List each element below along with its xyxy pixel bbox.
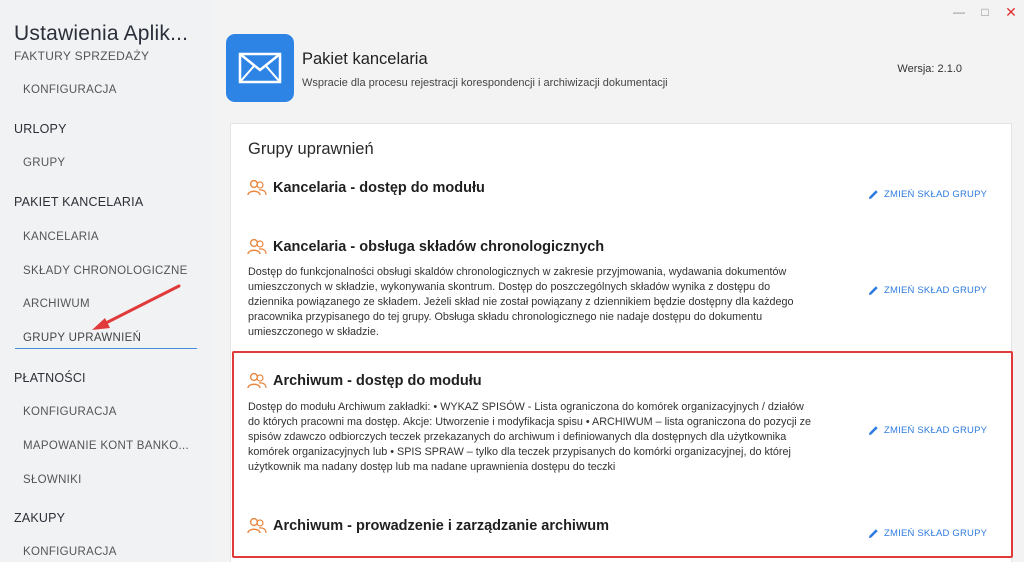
users-icon: [247, 179, 267, 197]
users-icon: [247, 372, 267, 390]
envelope-icon: [226, 34, 294, 102]
sidebar-item-kancelaria[interactable]: KANCELARIA: [23, 231, 99, 243]
sidebar-section-zakupy[interactable]: ZAKUPY: [14, 511, 66, 525]
sidebar-item-slowniki[interactable]: SŁOWNIKI: [23, 474, 82, 486]
group-title-text: Kancelaria - obsługa składów chronologicznych: [273, 239, 605, 255]
pencil-icon: [868, 425, 879, 436]
sidebar-item-sklady-chronologiczne[interactable]: SKŁADY CHRONOLOGICZNE: [23, 265, 188, 277]
maximize-button[interactable]: □: [981, 5, 989, 19]
pencil-icon: [868, 285, 879, 296]
change-group-label: ZMIEŃ SKŁAD GRUPY: [884, 285, 988, 296]
sidebar-item-konfiguracja-faktury[interactable]: KONFIGURACJA: [23, 84, 117, 96]
pencil-icon: [868, 189, 879, 200]
version-label: Wersja: 2.1.0: [897, 63, 962, 75]
active-item-underline: [15, 348, 197, 349]
change-group-button[interactable]: [868, 189, 987, 200]
sidebar: [0, 0, 214, 562]
change-group-label: ZMIEŃ SKŁAD GRUPY: [884, 528, 988, 539]
module-subtitle: Wspracie dla procesu rejestracji korespondencji i archiwizacji dokumentacji: [302, 77, 668, 89]
sidebar-section-pakiet-kancelaria[interactable]: PAKIET KANCELARIA: [14, 195, 144, 209]
change-group-button[interactable]: [868, 425, 987, 436]
change-group-button[interactable]: [868, 528, 987, 539]
group-description: Dostęp do funkcjonalności obsługi skaldów chronologicznych w zakresie przyjmowania, wydawania dokumentów umieszczonych w składzie, wykonywania skontrum. Dostęp do poszczególnych składów wynika z dostępu do dziennika powiązanego ze składem. Jeżeli skład nie został powiązany z dziennikiem będzie dostępny dla każdego pracownika przypisanego do tej grupy. Obsługa składu chronologicznego nie nadaje dostępu do dokumentu umieszczonego w składzie.: [248, 266, 794, 338]
pencil-icon: [868, 528, 879, 539]
module-header: [214, 0, 1024, 118]
window-controls: [946, 2, 1024, 22]
sidebar-section-faktury-sprzedazy[interactable]: FAKTURY SPRZEDAŻY: [14, 49, 150, 63]
change-group-button[interactable]: [868, 285, 987, 296]
annotation-arrow-icon: [86, 282, 186, 332]
group-title: [247, 179, 485, 197]
change-group-label: ZMIEŃ SKŁAD GRUPY: [884, 425, 988, 436]
group-title-text: Archiwum - dostęp do modułu: [273, 373, 482, 389]
groups-panel: [230, 123, 1012, 562]
sidebar-item-grupy-uprawnien[interactable]: GRUPY UPRAWNIEŃ: [23, 332, 142, 344]
group-title-text: Kancelaria - dostęp do modułu: [273, 180, 485, 196]
users-icon: [247, 517, 267, 535]
group-title: [247, 238, 604, 256]
sidebar-item-konfiguracja-platnosci[interactable]: KONFIGURACJA: [23, 406, 117, 418]
group-title: [247, 517, 609, 535]
users-icon: [247, 238, 267, 256]
group-description: Dostęp do modułu Archiwum zakładki: • WYKAZ SPISÓW - Lista ograniczona do komórek organizacyjnych / działów do których pracowni ma dostęp. Akcje: Utworzenie i modyfikacja spisu • ARCHIWUM – lista ograniczona do pozycji ze spisów zdawczo odbiorczych teczek przekazanych do archiwum i definiowanych dla dostępnych dla użytkownika komórek organizacyjnych lub • SPIS SPRAW – tylko dla teczek przypisanych do komórki organizacyjnej, do której użytkownik ma nadany dostęp lub ma nadane uprawnienia dostępu do teczki: [248, 401, 812, 473]
sidebar-item-grupy[interactable]: GRUPY: [23, 157, 66, 169]
group-title: [247, 372, 482, 390]
minimize-button[interactable]: —: [953, 5, 965, 19]
sidebar-item-archiwum[interactable]: ARCHIWUM: [23, 298, 90, 310]
close-button[interactable]: ✕: [1005, 3, 1017, 20]
change-group-label: ZMIEŃ SKŁAD GRUPY: [884, 189, 988, 200]
module-title: Pakiet kancelaria: [302, 50, 428, 68]
sidebar-item-konfiguracja-zakupy[interactable]: KONFIGURACJA: [23, 546, 117, 558]
sidebar-section-platnosci[interactable]: PŁATNOŚCI: [14, 371, 86, 385]
sidebar-item-mapowanie-kont[interactable]: MAPOWANIE KONT BANKO...: [23, 440, 190, 452]
group-title-text: Archiwum - prowadzenie i zarządzanie archiwum: [273, 518, 609, 534]
app-title: Ustawienia Aplik...: [14, 22, 189, 45]
page-title: Grupy uprawnień: [248, 140, 374, 158]
sidebar-section-urlopy[interactable]: URLOPY: [14, 122, 67, 136]
